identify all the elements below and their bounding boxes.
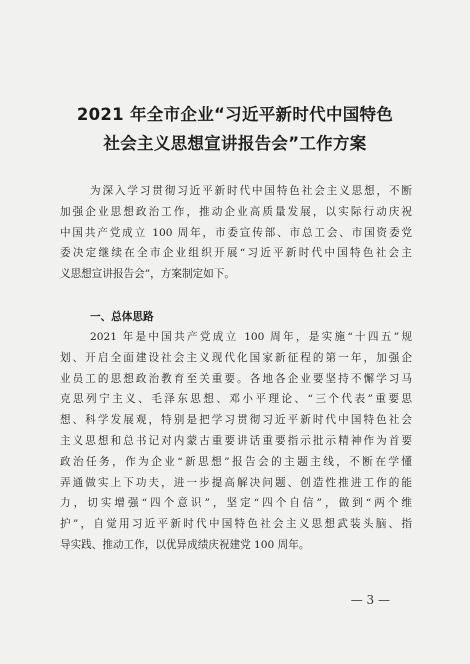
section-line: 护”，自觉用习近平新时代中国特色社会主义思想武装头脑、指 [60, 518, 412, 531]
page-number: — 3 — [350, 593, 390, 607]
document-title-line-1: 2021 年全市企业“习近平新时代中国特色 [76, 105, 394, 124]
section-heading: 一、总体思路 [90, 311, 154, 323]
section-line: 划、开启全面建设社会主义现代化国家新征程的第一年，加强企 [60, 351, 412, 364]
intro-paragraph [60, 181, 412, 285]
section-line: 想、科学发展观，特别是把学习贯彻习近平新时代中国特色社会 [60, 414, 412, 427]
section-paragraph [60, 327, 412, 556]
intro-line: 加强企业思想政治工作，推动企业高质量发展，以实际行动庆祝 [60, 205, 412, 218]
section-line: 力，切实增强“四个意识”，坚定“四个自信”，做到“两个维 [60, 497, 412, 510]
intro-line: 义思想宣讲报告会”，方案制定如下。 [60, 268, 235, 281]
intro-line: 委决定继续在全市企业组织开展“习近平新时代中国特色社会主 [60, 247, 412, 260]
section-line: 主义思想和总书记对内蒙古重要讲话重要指示批示精神作为首要 [60, 434, 412, 447]
section-line: 2021 年是中国共产党成立 100 周年，是实施“十四五”规 [90, 331, 412, 343]
document-title-line-2: 社会主义思想宣讲报告会”工作方案 [103, 134, 367, 153]
section-line: 克思列宁主义、毛泽东思想、邓小平理论、“三个代表”重要思 [60, 393, 412, 406]
intro-line: 中国共产党成立 100 周年，市委宣传部、市总工会、市国资委党 [60, 226, 412, 239]
section-line: 弄通做实上下功夫，进一步提高解决问题、创造性推进工作的能 [60, 476, 412, 489]
section-line: 政治任务，作为企业“新思想”报告会的主题主线，不断在学懂 [60, 455, 412, 468]
section-line: 业员工的思想政治教育至关重要。各地各企业要坚持不懈学习马 [60, 372, 412, 385]
intro-line: 为深入学习贯彻习近平新时代中国特色社会主义思想，不断 [90, 185, 412, 197]
section-line: 导实践、推动工作，以优异成绩庆祝建党 100 周年。 [60, 538, 310, 551]
